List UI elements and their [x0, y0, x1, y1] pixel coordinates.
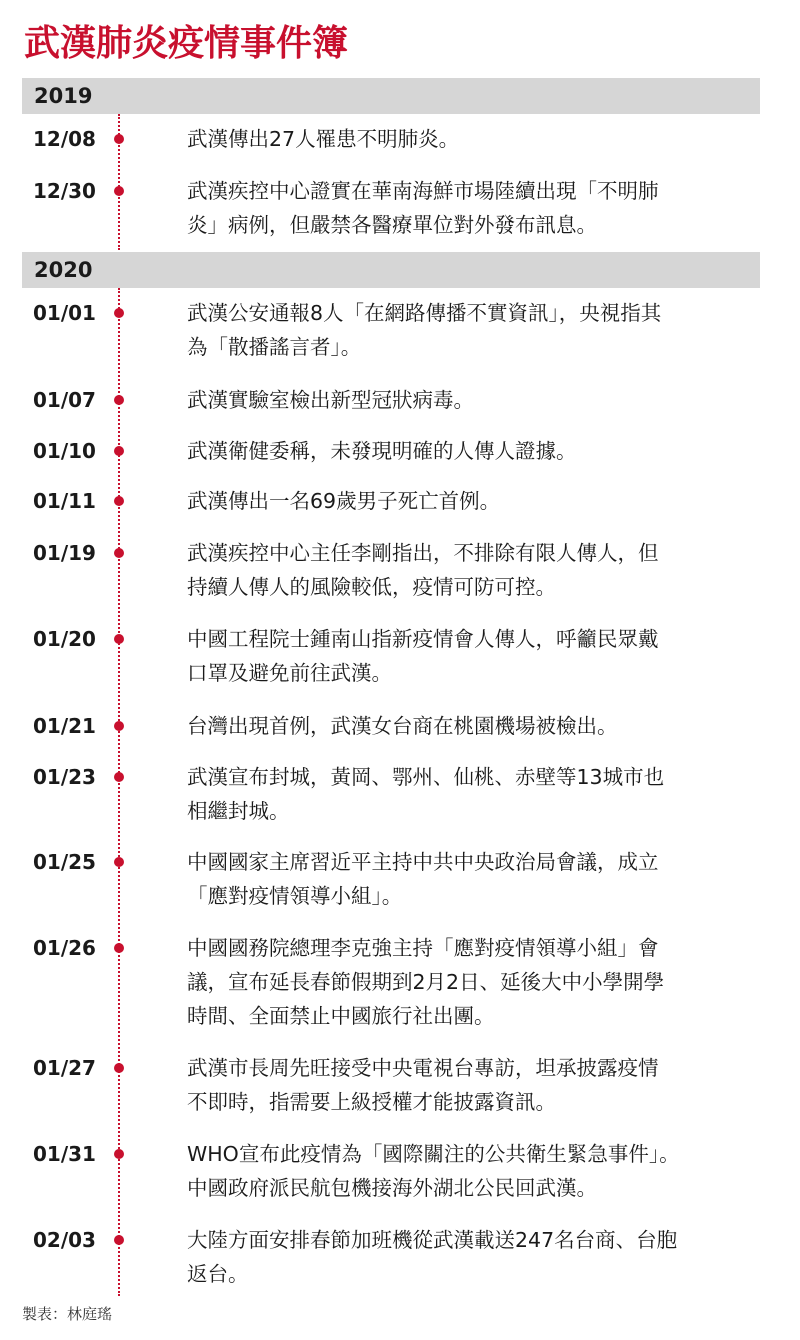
timeline-dot: [114, 857, 124, 867]
event-text: [187, 1137, 762, 1205]
event-line: 相繼封城。: [187, 799, 290, 823]
event-line: 武漢衛健委稱，未發現明確的人傳人證據。: [187, 439, 577, 463]
timeline-dot: [114, 721, 124, 731]
timeline-line: [118, 288, 120, 1296]
event-line: 武漢傳出一名69歲男子死亡首例。: [187, 489, 501, 513]
event-text: [187, 174, 762, 242]
event-line: WHO宣布此疫情為「國際關注的公共衛生緊急事件」。: [187, 1142, 680, 1166]
event-date: 01/20: [33, 627, 96, 651]
event-text: [187, 434, 762, 468]
timeline-dot: [114, 446, 124, 456]
event-date: 12/08: [33, 127, 96, 151]
timeline-dot: [114, 943, 124, 953]
event-text: [187, 484, 762, 518]
event-line: 口罩及避免前往武漢。: [187, 661, 392, 685]
timeline-dot: [114, 134, 124, 144]
year-bar-2020: [22, 252, 760, 288]
event-line: 炎」病例，但嚴禁各醫療單位對外發布訊息。: [187, 213, 597, 237]
timeline-dot: [114, 1063, 124, 1073]
event-line: 時間、全面禁止中國旅行社出團。: [187, 1004, 495, 1028]
event-date: 01/27: [33, 1056, 96, 1080]
event-date: 01/26: [33, 936, 96, 960]
event-line: 武漢市長周先旺接受中央電視台專訪，坦承披露疫情: [187, 1056, 659, 1080]
event-text: [187, 122, 762, 156]
event-date: 01/07: [33, 388, 96, 412]
event-text: [187, 845, 762, 913]
event-date: 01/21: [33, 714, 96, 738]
event-date: 01/19: [33, 541, 96, 565]
event-line: 中國政府派民航包機接海外湖北公民回武漢。: [187, 1176, 597, 1200]
timeline-dot: [114, 1235, 124, 1245]
page-title: 武漢肺炎疫情事件簿: [24, 23, 349, 64]
timeline-dot: [114, 634, 124, 644]
event-line: 中國國務院總理李克強主持「應對疫情領導小組」會: [187, 936, 659, 960]
event-line: 「應對疫情領導小組」。: [187, 884, 403, 908]
timeline-dot: [114, 186, 124, 196]
event-date: 01/23: [33, 765, 96, 789]
event-text: [187, 760, 762, 828]
event-line: 議，宣布延長春節假期到2月2日、延後大中小學開學: [187, 970, 665, 994]
year-label: 2019: [34, 84, 93, 108]
event-text: [187, 536, 762, 604]
event-date: 01/10: [33, 439, 96, 463]
timeline-dot: [114, 308, 124, 318]
event-date: 01/25: [33, 850, 96, 874]
event-line: 中國國家主席習近平主持中共中央政治局會議，成立: [187, 850, 659, 874]
event-line: 中國工程院士鍾南山指新疫情會人傳人，呼籲民眾戴: [187, 627, 659, 651]
event-line: 台灣出現首例，武漢女台商在桃園機場被檢出。: [187, 714, 618, 738]
event-date: 01/01: [33, 301, 96, 325]
event-date: 02/03: [33, 1228, 96, 1252]
event-text: [187, 1051, 762, 1119]
event-text: [187, 931, 762, 1033]
event-text: [187, 383, 762, 417]
event-line: 返台。: [187, 1262, 249, 1286]
year-bar-2019: [22, 78, 760, 114]
timeline-dot: [114, 395, 124, 405]
event-line: 武漢疾控中心主任李剛指出，不排除有限人傳人，但: [187, 541, 659, 565]
event-line: 持續人傳人的風險較低，疫情可防可控。: [187, 575, 556, 599]
event-line: 武漢公安通報8人「在網路傳播不實資訊」，央視指其: [187, 301, 662, 325]
event-line: 武漢宣布封城，黃岡、鄂州、仙桃、赤壁等13城市也: [187, 765, 665, 789]
timeline-dot: [114, 772, 124, 782]
event-date: 12/30: [33, 179, 96, 203]
year-label: 2020: [34, 258, 93, 282]
event-text: [187, 622, 762, 690]
timeline-dot: [114, 496, 124, 506]
event-text: [187, 296, 762, 364]
credit-line: 製表：林庭瑤: [22, 1305, 113, 1323]
event-line: 不即時，指需要上級授權才能披露資訊。: [187, 1090, 556, 1114]
event-text: [187, 709, 762, 743]
event-text: [187, 1223, 762, 1291]
timeline-dot: [114, 548, 124, 558]
timeline-dot: [114, 1149, 124, 1159]
event-line: 為「散播謠言者」。: [187, 335, 362, 359]
event-line: 武漢實驗室檢出新型冠狀病毒。: [187, 388, 474, 412]
event-line: 武漢傳出27人罹患不明肺炎。: [187, 127, 460, 151]
event-date: 01/31: [33, 1142, 96, 1166]
event-line: 武漢疾控中心證實在華南海鮮市場陸續出現「不明肺: [187, 179, 659, 203]
event-line: 大陸方面安排春節加班機從武漢載送247名台商、台胞: [187, 1228, 678, 1252]
event-date: 01/11: [33, 489, 96, 513]
